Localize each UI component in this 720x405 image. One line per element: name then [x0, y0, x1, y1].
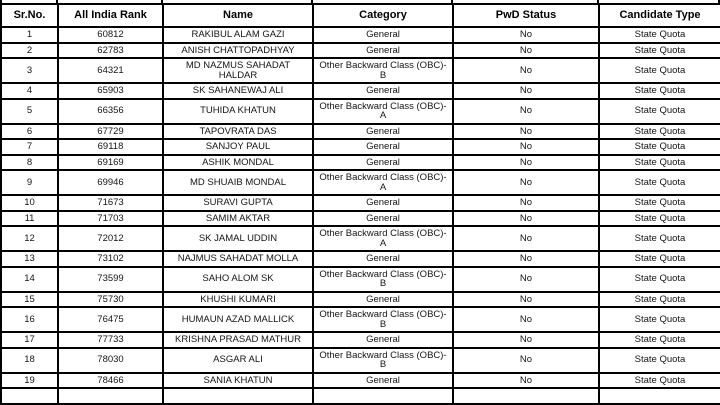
cell-sr: 6 — [1, 124, 58, 140]
cell-category: Other Backward Class (OBC)-B — [313, 267, 453, 292]
table-row — [1, 43, 720, 59]
table-row — [1, 251, 720, 267]
cell-rank: 60812 — [58, 27, 163, 43]
cutoff-border-stub — [451, 0, 453, 3]
cell-type: State Quota — [599, 83, 720, 99]
cell-rank: 75730 — [58, 292, 163, 308]
partial-cell — [1, 388, 58, 404]
cell-sr: 17 — [1, 332, 58, 348]
column-header-category: Category — [313, 4, 453, 27]
column-header-candidate-type: Candidate Type — [599, 4, 720, 27]
cell-sr: 7 — [1, 139, 58, 155]
cell-type: State Quota — [599, 373, 720, 389]
cell-category: Other Backward Class (OBC)-B — [313, 348, 453, 373]
cell-sr: 3 — [1, 58, 58, 83]
cell-pwd: No — [453, 99, 599, 124]
cell-rank: 69169 — [58, 155, 163, 171]
cell-sr: 18 — [1, 348, 58, 373]
cell-name: ASHIK MONDAL — [163, 155, 313, 171]
cell-rank: 71673 — [58, 195, 163, 211]
cell-name: SAMIM AKTAR — [163, 211, 313, 227]
cell-name: ASGAR ALI — [163, 348, 313, 373]
cell-name: KHUSHI KUMARI — [163, 292, 313, 308]
cell-category: General — [313, 195, 453, 211]
table-row — [1, 155, 720, 171]
cell-rank: 78466 — [58, 373, 163, 389]
cell-name: RAKIBUL ALAM GAZI — [163, 27, 313, 43]
cell-pwd: No — [453, 27, 599, 43]
cell-category: General — [313, 27, 453, 43]
cell-rank: 62783 — [58, 43, 163, 59]
cell-pwd: No — [453, 83, 599, 99]
cell-name: TUHIDA KHATUN — [163, 99, 313, 124]
cell-name: KRISHNA PRASAD MATHUR — [163, 332, 313, 348]
cell-category: Other Backward Class (OBC)-A — [313, 226, 453, 251]
cell-name: HUMAUN AZAD MALLICK — [163, 307, 313, 332]
cell-type: State Quota — [599, 292, 720, 308]
cell-rank: 69118 — [58, 139, 163, 155]
cell-pwd: No — [453, 267, 599, 292]
column-header-name: Name — [163, 4, 313, 27]
cell-rank: 77733 — [58, 332, 163, 348]
cell-sr: 11 — [1, 211, 58, 227]
header-row — [1, 4, 720, 27]
cell-pwd: No — [453, 124, 599, 140]
table-row — [1, 195, 720, 211]
cell-name: MD NAZMUS SAHADAT HALDAR — [163, 58, 313, 83]
column-header-all-india-rank: All India Rank — [58, 4, 163, 27]
table-row — [1, 124, 720, 140]
cell-sr: 9 — [1, 170, 58, 195]
cell-type: State Quota — [599, 124, 720, 140]
table-row — [1, 83, 720, 99]
cell-rank: 65903 — [58, 83, 163, 99]
cell-category: General — [313, 139, 453, 155]
cell-name: NAJMUS SAHADAT MOLLA — [163, 251, 313, 267]
cell-rank: 66356 — [58, 99, 163, 124]
cell-rank: 67729 — [58, 124, 163, 140]
cell-type: State Quota — [599, 139, 720, 155]
cell-name: SAHO ALOM SK — [163, 267, 313, 292]
cell-pwd: No — [453, 251, 599, 267]
cutoff-border-stub — [597, 0, 599, 3]
column-header-pwd-status: PwD Status — [453, 4, 599, 27]
cell-pwd: No — [453, 373, 599, 389]
cell-type: State Quota — [599, 332, 720, 348]
cell-sr: 19 — [1, 373, 58, 389]
cell-category: General — [313, 43, 453, 59]
cell-pwd: No — [453, 170, 599, 195]
cell-type: State Quota — [599, 99, 720, 124]
cell-category: Other Backward Class (OBC)-B — [313, 58, 453, 83]
cell-sr: 4 — [1, 83, 58, 99]
cell-pwd: No — [453, 43, 599, 59]
rank-table-foot — [1, 388, 720, 404]
cell-sr: 10 — [1, 195, 58, 211]
cell-sr: 12 — [1, 226, 58, 251]
cell-type: State Quota — [599, 155, 720, 171]
cell-rank: 72012 — [58, 226, 163, 251]
cell-type: State Quota — [599, 307, 720, 332]
cell-pwd: No — [453, 226, 599, 251]
cell-category: General — [313, 124, 453, 140]
cell-pwd: No — [453, 195, 599, 211]
cell-name: SANIA KHATUN — [163, 373, 313, 389]
cell-category: Other Backward Class (OBC)-A — [313, 170, 453, 195]
partial-cell — [313, 388, 453, 404]
table-row — [1, 307, 720, 332]
rank-table-body — [1, 27, 720, 388]
table-row — [1, 292, 720, 308]
table-row — [1, 211, 720, 227]
column-header-sr-no: Sr.No. — [1, 4, 58, 27]
cell-sr: 14 — [1, 267, 58, 292]
cell-name: MD SHUAIB MONDAL — [163, 170, 313, 195]
partial-cell — [58, 388, 163, 404]
cell-category: General — [313, 332, 453, 348]
cell-name: ANISH CHATTOPADHYAY — [163, 43, 313, 59]
cell-type: State Quota — [599, 58, 720, 83]
cutoff-border-stub — [0, 0, 2, 3]
cell-type: State Quota — [599, 43, 720, 59]
cell-sr: 15 — [1, 292, 58, 308]
cell-category: General — [313, 373, 453, 389]
table-row — [1, 139, 720, 155]
cell-name: SK JAMAL UDDIN — [163, 226, 313, 251]
table-row — [1, 226, 720, 251]
cell-sr: 16 — [1, 307, 58, 332]
table-row — [1, 348, 720, 373]
cutoff-border-stub — [311, 0, 313, 3]
cell-type: State Quota — [599, 267, 720, 292]
cell-pwd: No — [453, 348, 599, 373]
cell-rank: 78030 — [58, 348, 163, 373]
table-row — [1, 373, 720, 389]
cell-rank: 73599 — [58, 267, 163, 292]
table-row — [1, 58, 720, 83]
cell-pwd: No — [453, 155, 599, 171]
rank-table — [0, 3, 720, 405]
cell-type: State Quota — [599, 226, 720, 251]
cell-type: State Quota — [599, 170, 720, 195]
cell-pwd: No — [453, 211, 599, 227]
cutoff-border-stub — [161, 0, 163, 3]
cell-name: SURAVI GUPTA — [163, 195, 313, 211]
cell-pwd: No — [453, 307, 599, 332]
partial-cell — [453, 388, 599, 404]
cutoff-border-stub — [56, 0, 58, 3]
cell-sr: 2 — [1, 43, 58, 59]
table-row — [1, 99, 720, 124]
cell-category: General — [313, 211, 453, 227]
partial-cell — [599, 388, 720, 404]
cell-name: TAPOVRATA DAS — [163, 124, 313, 140]
cell-type: State Quota — [599, 251, 720, 267]
cell-pwd: No — [453, 58, 599, 83]
cell-sr: 1 — [1, 27, 58, 43]
cell-sr: 8 — [1, 155, 58, 171]
cell-category: Other Backward Class (OBC)-A — [313, 99, 453, 124]
cell-name: SANJOY PAUL — [163, 139, 313, 155]
cell-type: State Quota — [599, 27, 720, 43]
cell-rank: 73102 — [58, 251, 163, 267]
cell-category: Other Backward Class (OBC)-B — [313, 307, 453, 332]
cell-sr: 13 — [1, 251, 58, 267]
cell-rank: 71703 — [58, 211, 163, 227]
partial-next-row — [1, 388, 720, 404]
cell-name: SK SAHANEWAJ ALI — [163, 83, 313, 99]
cell-pwd: No — [453, 332, 599, 348]
partial-cell — [163, 388, 313, 404]
cell-type: State Quota — [599, 195, 720, 211]
cell-pwd: No — [453, 292, 599, 308]
table-row — [1, 267, 720, 292]
cell-category: General — [313, 292, 453, 308]
cell-category: General — [313, 155, 453, 171]
cell-category: General — [313, 251, 453, 267]
cell-rank: 69946 — [58, 170, 163, 195]
cell-pwd: No — [453, 139, 599, 155]
cell-sr: 5 — [1, 99, 58, 124]
cell-type: State Quota — [599, 211, 720, 227]
table-row — [1, 170, 720, 195]
cell-rank: 64321 — [58, 58, 163, 83]
rank-table-header — [1, 4, 720, 27]
cell-rank: 76475 — [58, 307, 163, 332]
cell-category: General — [313, 83, 453, 99]
table-cutoff-top — [0, 0, 720, 3]
table-row — [1, 332, 720, 348]
table-row — [1, 27, 720, 43]
cell-type: State Quota — [599, 348, 720, 373]
